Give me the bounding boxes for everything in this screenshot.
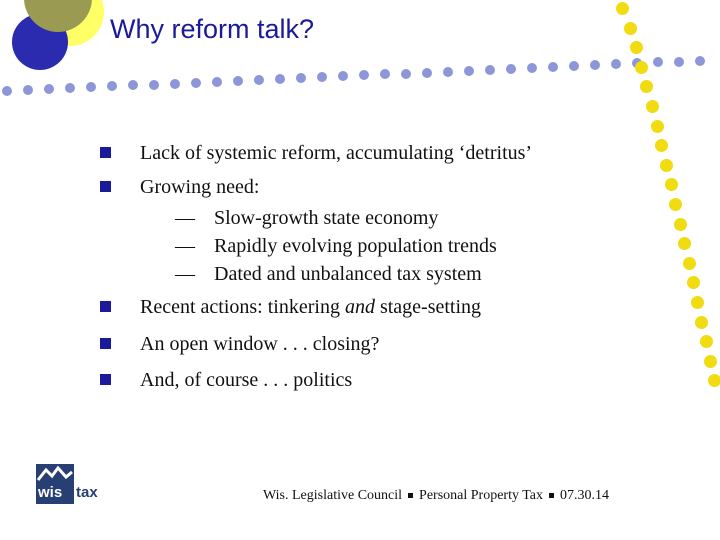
decor-dot-blue (464, 66, 474, 76)
bullet-marker (100, 338, 111, 349)
decor-dot-blue (338, 71, 348, 81)
bullet-text: And, of course . . . politics (140, 369, 353, 391)
decor-dot-yellow (691, 296, 704, 309)
footer-separator (549, 493, 554, 498)
decor-dot-yellow (669, 198, 682, 211)
decor-dot-yellow (624, 22, 637, 35)
sub-item-text: Rapidly evolving population trends (214, 235, 497, 257)
decor-dot-blue (674, 57, 684, 67)
decor-dot-blue (65, 83, 75, 93)
decor-dot-yellow (651, 120, 664, 133)
decor-dot-blue (653, 57, 663, 67)
decor-dot-blue (695, 56, 705, 66)
decor-dot-yellow (678, 237, 691, 250)
decor-dot-blue (212, 77, 222, 87)
bullet-item-5 (111, 370, 352, 390)
footer (263, 488, 609, 504)
dash: — (175, 263, 195, 285)
decor-dot-blue (128, 80, 138, 90)
decor-dot-yellow (640, 80, 653, 93)
bullet-text: Growing need: (140, 176, 260, 198)
bullet-marker (100, 181, 111, 192)
decor-dot-blue (569, 61, 579, 71)
logo-tax-text: tax (76, 484, 98, 501)
bullet-marker (100, 147, 111, 158)
bullet-item-1 (111, 143, 532, 163)
sub-item-text: Dated and unbalanced tax system (214, 263, 482, 285)
decor-dot-yellow (635, 61, 648, 74)
decor-dot-blue (2, 86, 12, 96)
mountain-icon (36, 464, 74, 484)
decor-dot-yellow (704, 355, 717, 368)
bullet-item-2 (111, 177, 259, 197)
decor-dot-blue (296, 73, 306, 83)
bullet-text: Recent actions: tinkering and stage-setting (140, 296, 482, 318)
decor-dot-blue (359, 70, 369, 80)
decor-dot-blue (380, 69, 390, 79)
sub-item-3 (175, 264, 482, 284)
logo-wis-text: wis (38, 484, 63, 501)
bullet-text: Lack of systemic reform, accumulating ‘detritus’ (140, 142, 533, 164)
footer-date: 07.30.14 (560, 488, 609, 503)
bullet-item-4 (111, 334, 379, 354)
decor-dot-blue (149, 80, 159, 90)
emphasis-text: and (344, 296, 375, 318)
decor-dot-blue (107, 81, 117, 91)
decor-dot-blue (527, 63, 537, 73)
dash: — (175, 235, 195, 257)
decor-dot-blue (191, 78, 201, 88)
decor-dot-blue (611, 59, 621, 69)
bullet-text: An open window . . . closing? (140, 333, 380, 355)
footer-topic: Personal Property Tax (419, 488, 543, 503)
dash: — (175, 207, 195, 229)
decor-dot-yellow (630, 41, 643, 54)
decor-dot-yellow (700, 335, 713, 348)
decor-dot-yellow (687, 276, 700, 289)
decor-dot-yellow (708, 374, 720, 387)
decor-dot-blue (590, 60, 600, 70)
decor-dot-yellow (674, 218, 687, 231)
wistax-logo (36, 464, 112, 504)
decor-dot-blue (317, 72, 327, 82)
bullet-marker (100, 301, 111, 312)
decor-dot-blue (275, 74, 285, 84)
decor-dot-blue (506, 64, 516, 74)
decor-dot-blue (170, 79, 180, 89)
decor-dot-yellow (695, 316, 708, 329)
sub-item-2 (175, 236, 497, 256)
logo-box (36, 464, 74, 504)
decor-dot-blue (401, 69, 411, 79)
decor-dot-yellow (683, 257, 696, 270)
decor-dot-blue (485, 65, 495, 75)
decor-dot-blue (233, 76, 243, 86)
decor-dot-blue (548, 62, 558, 72)
sub-item-text: Slow-growth state economy (214, 207, 439, 229)
footer-separator (408, 493, 413, 498)
bullet-marker (100, 374, 111, 385)
decor-dot-blue (443, 67, 453, 77)
decor-dot-yellow (646, 100, 659, 113)
decor-dot-blue (44, 84, 54, 94)
footer-org: Wis. Legislative Council (263, 488, 403, 503)
slide-title: Why reform talk? (110, 14, 315, 44)
decor-dot-yellow (655, 139, 668, 152)
sub-item-1 (175, 208, 438, 228)
decor-dot-blue (422, 68, 432, 78)
decor-dot-blue (23, 85, 33, 95)
decor-dot-yellow (616, 2, 629, 15)
bullet-item-3 (111, 297, 481, 317)
decor-dot-yellow (660, 159, 673, 172)
decor-dot-blue (254, 75, 264, 85)
decor-dot-yellow (665, 178, 678, 191)
decor-dot-blue (86, 82, 96, 92)
